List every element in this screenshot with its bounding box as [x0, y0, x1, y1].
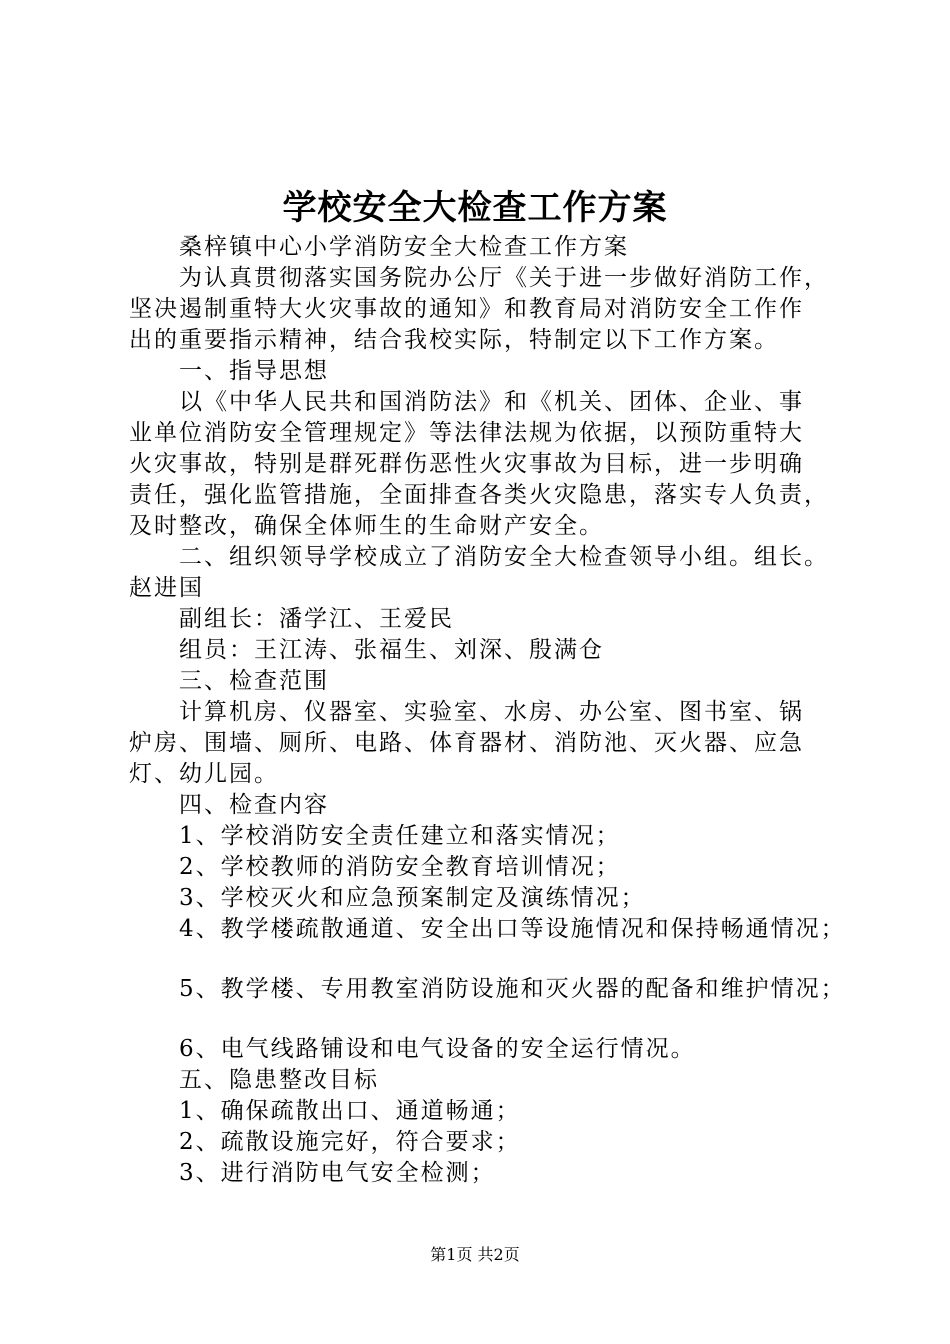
paragraph-line: 为认真贯彻落实国务院办公厅《关于进一步做好消防工作， — [179, 265, 829, 291]
paragraph-line: 坚决遏制重特大火灾事故的通知》和教育局对消防安全工作作 — [129, 296, 804, 322]
list-item: 1、确保疏散出口、通道畅通； — [179, 1098, 521, 1124]
paragraph-line: 赵进国 — [129, 575, 204, 601]
document-title: 学校安全大检查工作方案 — [282, 188, 668, 228]
blank-line — [129, 945, 859, 974]
subtitle-line: 桑梓镇中心小学消防安全大检查工作方案 — [179, 234, 629, 260]
list-item: 3、学校灭火和应急预案制定及演练情况； — [179, 885, 646, 911]
paragraph-line: 以《中华人民共和国消防法》和《机关、团体、企业、事 — [179, 389, 804, 415]
paragraph-line: 副组长：潘学江、王爱民 — [179, 606, 454, 632]
list-item: 2、学校教师的消防安全教育培训情况； — [179, 854, 621, 880]
list-item: 5、教学楼、专用教室消防设施和灭火器的配备和维护情况； — [179, 976, 846, 1002]
list-item: 4、教学楼疏散通道、安全出口等设施情况和保持畅通情况； — [179, 916, 846, 942]
paragraph-line: 炉房、围墙、厕所、电路、体育器材、消防池、灭火器、应急 — [129, 730, 804, 756]
list-item: 2、疏散设施完好，符合要求； — [179, 1129, 521, 1155]
list-item: 1、学校消防安全责任建立和落实情况； — [179, 823, 621, 849]
paragraph-line: 出的重要指示精神，结合我校实际，特制定以下工作方案。 — [129, 327, 779, 353]
paragraph-line: 计算机房、仪器室、实验室、水房、办公室、图书室、锅 — [179, 699, 804, 725]
list-item: 3、进行消防电气安全检测； — [179, 1160, 496, 1186]
paragraph-line: 火灾事故，特别是群死群伤恶性火灾事故为目标，进一步明确 — [129, 451, 804, 477]
blank-line — [129, 1005, 859, 1034]
paragraph-line: 灯、幼儿园。 — [129, 761, 279, 787]
paragraph-line: 责任，强化监管措施，全面排查各类火灾隐患，落实专人负责， — [129, 482, 829, 508]
section-heading: 一、指导思想 — [179, 358, 329, 384]
section-heading: 四、检查内容 — [179, 792, 329, 818]
page-footer: 第1页 共2页 — [430, 1245, 520, 1264]
section-heading: 三、检查范围 — [179, 668, 329, 694]
paragraph-line: 组员：王江涛、张福生、刘深、殷满仓 — [179, 637, 604, 663]
document-body — [129, 232, 859, 1189]
section-heading: 五、隐患整改目标 — [179, 1067, 379, 1093]
section-heading: 二、组织领导学校成立了消防安全大检查领导小组。组长。 — [179, 544, 829, 570]
paragraph-line: 业单位消防安全管理规定》等法律法规为依据，以预防重特大 — [129, 420, 804, 446]
list-item: 6、电气线路铺设和电气设备的安全运行情况。 — [179, 1036, 696, 1062]
paragraph-line: 及时整改，确保全体师生的生命财产安全。 — [129, 513, 604, 539]
